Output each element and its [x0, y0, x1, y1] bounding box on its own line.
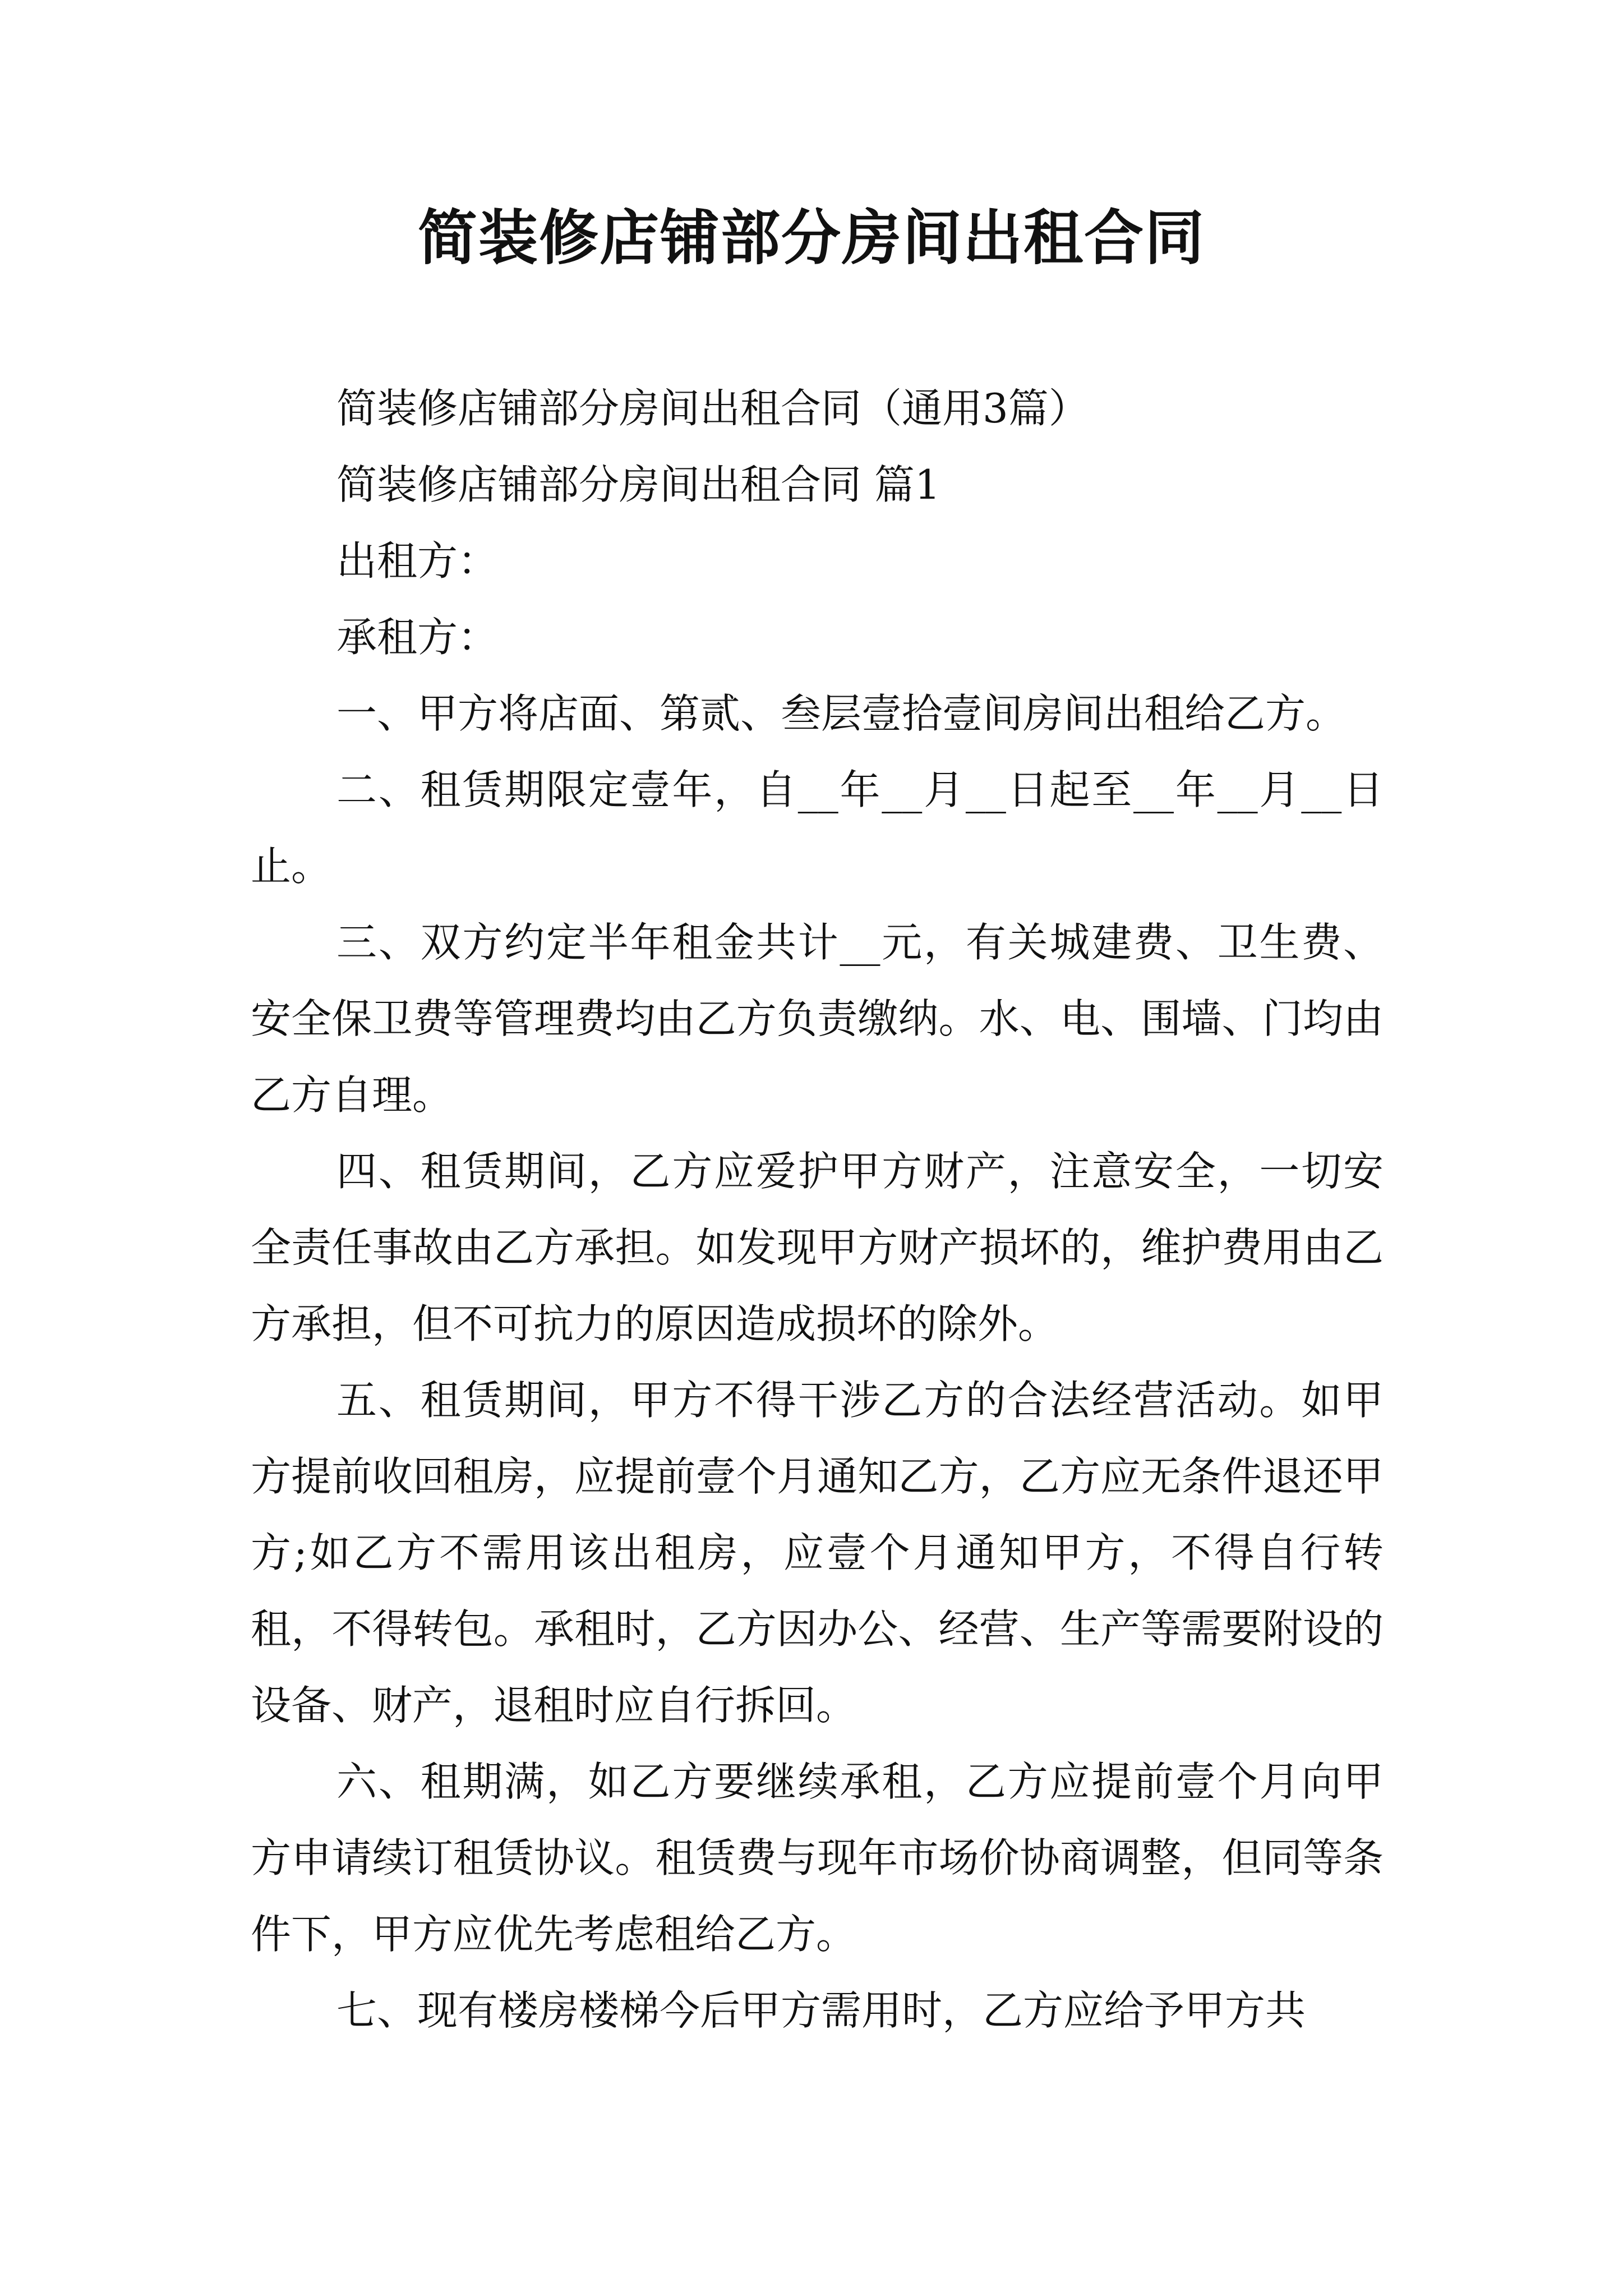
clause-2: 二、租赁期限定壹年，自__年__月__日起至__年__月__日止。: [251, 766, 1384, 890]
clause-1: 一、甲方将店面、第贰、叁层壹拾壹间房间出租给乙方。: [336, 690, 1347, 737]
clause-4: 四、租赁期间，乙方应爱护甲方财产，注意安全，一切安全责任事故由乙方承担。如发现甲方财产损坏的，维护费用由乙方承担，但不可抗力的原因造成损坏的除外。: [251, 1148, 1384, 1347]
document-body: [251, 370, 1384, 2049]
clause-6: 六、租期满，如乙方要继续承租，乙方应提前壹个月向甲方申请续订租赁协议。租赁费与现年市场价协商调整，但同等条件下，甲方应优先考虑租给乙方。: [251, 1758, 1384, 1958]
lessee-label: 承租方：: [336, 614, 499, 661]
document-subtitle: 简装修店铺部分房间出租合同（通用3篇）: [336, 385, 1089, 432]
clause-3: 三、双方约定半年租金共计__元，有关城建费、卫生费、安全保卫费等管理费均由乙方负责缴纳。水、电、围墙、门均由乙方自理。: [251, 919, 1384, 1119]
lessor-label: 出租方：: [336, 537, 499, 585]
clause-7: 七、现有楼房楼梯今后甲方需用时，乙方应给予甲方共: [336, 1987, 1306, 2034]
document-title: 简装修店铺部分房间出租合同: [418, 204, 1205, 273]
part-heading: 简装修店铺部分房间出租合同 篇1: [336, 461, 940, 508]
clause-5: 五、租赁期间，甲方不得干涉乙方的合法经营活动。如甲方提前收回租房，应提前壹个月通知乙方，乙方应无条件退还甲方;如乙方不需用该出租房，应壹个月通知甲方，不得自行转租，不得转包。承租时，乙方因办公、经营、生产等需要附设的设备、财产，退租时应自行拆回。: [251, 1377, 1384, 1729]
